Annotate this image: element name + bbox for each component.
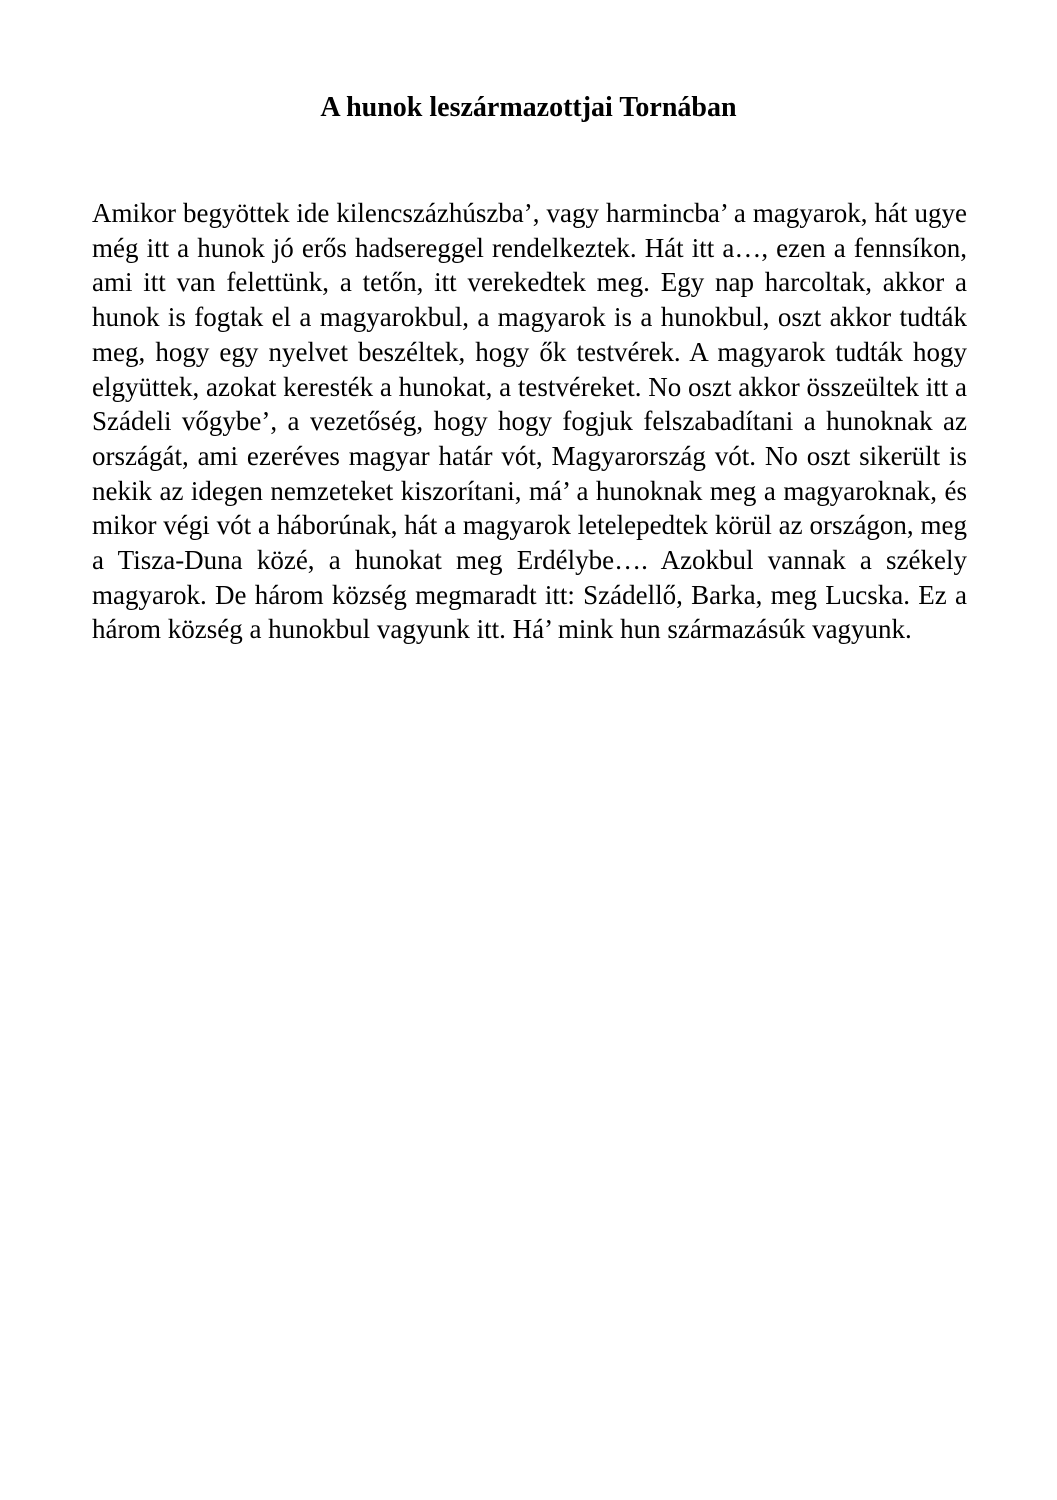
document-title: A hunok leszármazottjai Tornában [320, 92, 737, 123]
document-body-paragraph: Amikor begyöttek ide kilencszázhúszba’, vagy harmincba’ a magyarok, hát ugye még itt a hunok jó erős hadsereggel rendelkeztek. Hát itt a…, ezen a fennsíkon, ami itt van felettünk, a tetőn, itt verekedtek meg. Egy nap harcoltak, akkor a hunok is fogtak el a magyarokbul, a magyarok is a hunokbul, oszt akkor tudták meg, hogy egy nyelvet beszéltek, hogy ők testvérek. A magyarok tudták hogy elgyüttek, azokat keresték a hunokat, a testvéreket. No oszt akkor összeültek itt a Szádeli vőgybe’, a vezetőség, hogy hogy fogjuk felszabadítani a hunoknak az országát, ami ezeréves magyar határ vót, Magyarország vót. No oszt sikerült is nekik az idegen nemzeteket kiszorítani, má’ a hunoknak meg a magyaroknak, és mikor végi vót a háborúnak, hát a magyarok letelepedtek körül az országon, meg a Tisza-Duna közé, a hunokat meg Erdélybe…. Azokbul vannak a székely magyarok. De három község megmaradt itt: Szádellő, Barka, meg Lucska. Ez a három község a hunokbul vagyunk itt. Há’ mink hun származásúk vagyunk. [92, 198, 967, 645]
